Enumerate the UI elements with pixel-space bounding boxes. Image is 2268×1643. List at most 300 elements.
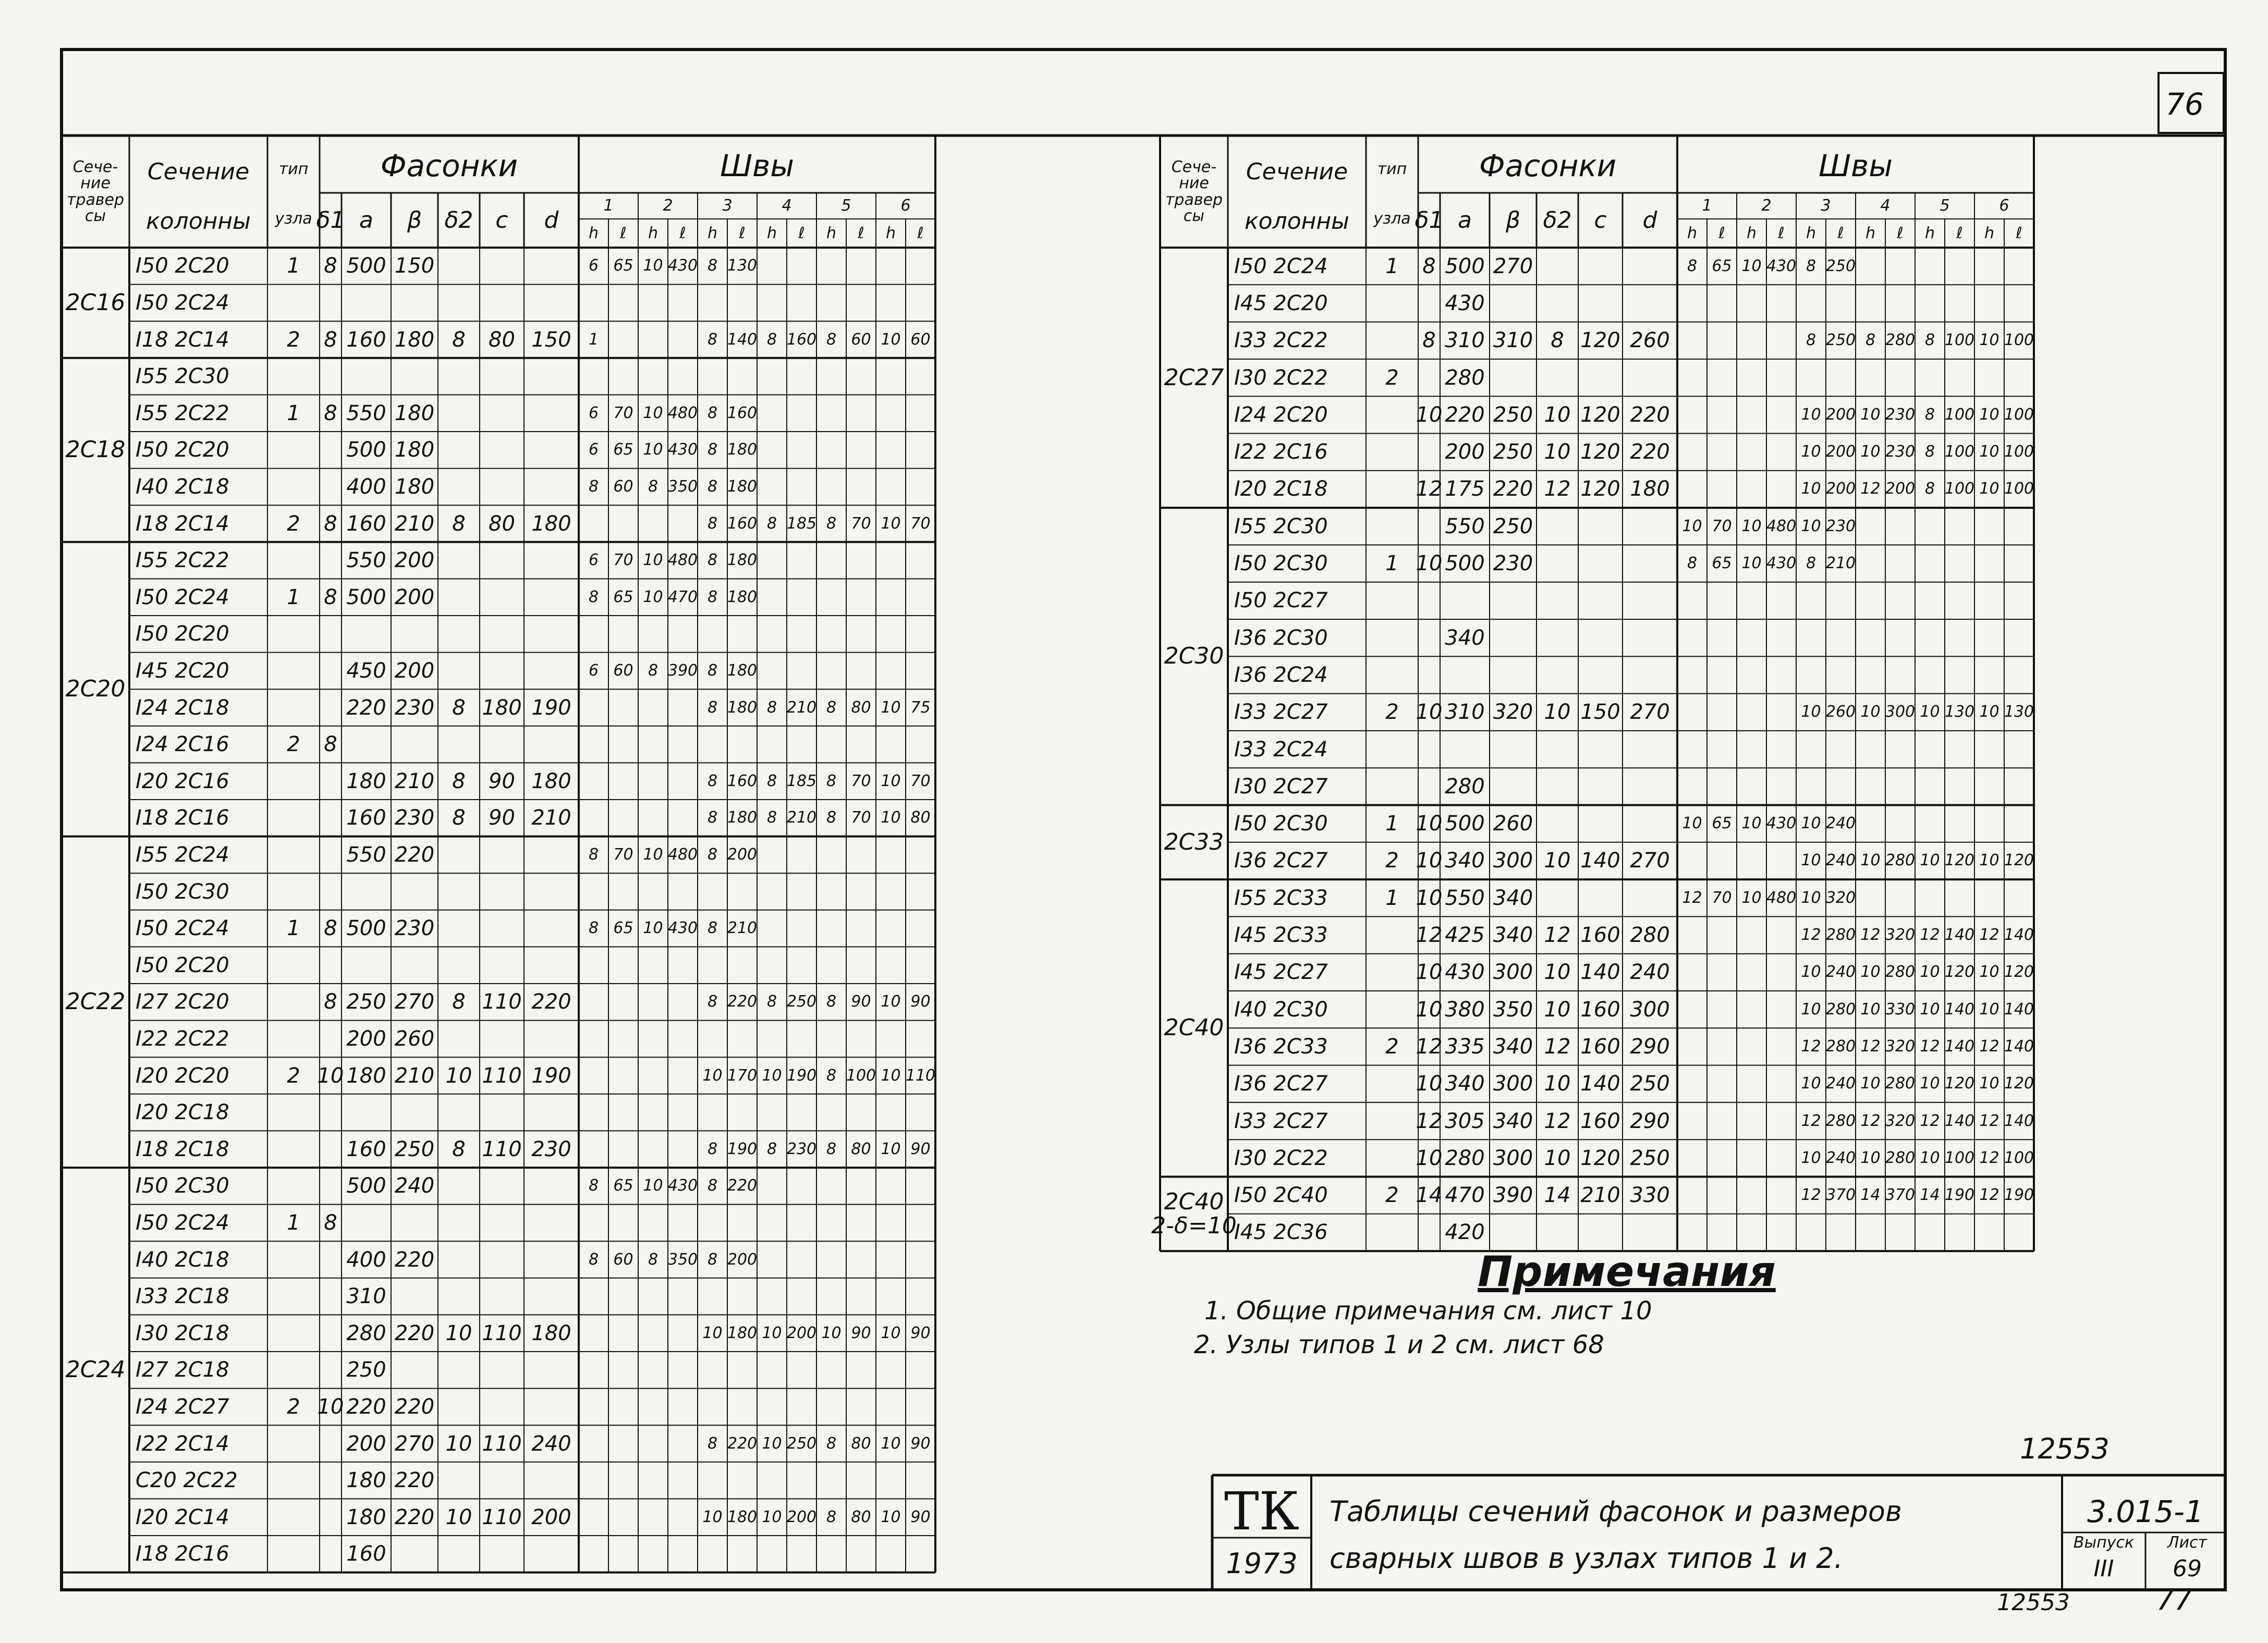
column-section-cell: I55 2С24: [136, 842, 229, 867]
weld-cell: 300: [1885, 703, 1916, 721]
gusset-cell: 210: [1580, 1183, 1620, 1208]
weld-cell: 10: [643, 919, 663, 938]
weld-cell: 120: [1944, 963, 1975, 982]
weld-cell: 8: [766, 771, 777, 790]
gusset-cell: 250: [1493, 402, 1533, 427]
header-welds: Швы: [720, 148, 794, 183]
column-section-cell: I55 2С22: [136, 401, 229, 425]
gusset-cell: 12: [1416, 1034, 1443, 1059]
weld-cell: 10: [1741, 814, 1762, 833]
weld-cell: 190: [2004, 1186, 2034, 1205]
gusset-cell: 150: [531, 327, 571, 352]
weld-cell: 8: [707, 771, 718, 790]
weld-cell: 10: [1860, 851, 1881, 870]
weld-cell: 180: [727, 661, 758, 680]
weld-cell: 160: [727, 514, 758, 533]
beam-section-cell: 2С40: [1164, 1014, 1224, 1041]
weld-cell: 170: [727, 1066, 758, 1085]
gusset-cell: 250: [1493, 440, 1533, 464]
weld-cell: 10: [1860, 1000, 1881, 1019]
gusset-cell: 150: [1580, 700, 1620, 725]
gusset-cell: 12: [1544, 1034, 1571, 1059]
header-beam-section: Сече- ние травер сы: [1165, 157, 1223, 225]
stamp-series: 3.015-1: [2087, 1494, 2204, 1529]
gusset-cell: 8: [324, 990, 337, 1014]
gusset-cell: 420: [1445, 1220, 1485, 1245]
weld-cell: 10: [1979, 480, 1999, 498]
weld-cell: 280: [1825, 1111, 1856, 1130]
weld-cell: 8: [826, 1066, 837, 1085]
header-weld-l: ℓ: [679, 224, 686, 242]
weld-cell: 8: [707, 992, 718, 1011]
gusset-cell: 8: [452, 769, 466, 793]
gusset-cell: 270: [1630, 700, 1670, 725]
weld-cell: 160: [786, 330, 817, 349]
weld-cell: 120: [2004, 1074, 2034, 1093]
header-gussets: Фасонки: [1479, 148, 1617, 183]
column-section-cell: I50 2С24: [136, 1210, 229, 1235]
header-weld-h: h: [766, 224, 777, 242]
gusset-cell: 260: [1493, 812, 1533, 836]
gusset-cell: 300: [1493, 960, 1533, 985]
weld-cell: 100: [1944, 405, 1975, 424]
gusset-cell: 8: [324, 327, 337, 352]
weld-cell: 8: [766, 808, 777, 827]
weld-cell: 80: [851, 698, 871, 717]
weld-cell: 10: [643, 587, 663, 606]
weld-cell: 10: [643, 1176, 663, 1195]
weld-cell: 130: [1944, 703, 1975, 721]
header-beam-section: Сече- ние травер сы: [66, 157, 125, 225]
gusset-cell: 340: [1445, 849, 1485, 873]
weld-cell: 12: [1979, 1111, 1999, 1130]
weld-cell: 60: [613, 1250, 633, 1269]
header-weld-group: 5: [841, 197, 851, 215]
column-section-cell: I50 2С27: [1234, 588, 1328, 613]
weld-cell: 430: [667, 919, 698, 938]
weld-cell: 280: [1825, 926, 1856, 945]
weld-cell: 100: [846, 1066, 876, 1085]
weld-cell: 140: [727, 330, 758, 349]
gusset-cell: 230: [394, 695, 435, 720]
header-gusset-col: β: [1505, 206, 1521, 234]
header-gusset-col: δ2: [1543, 206, 1572, 234]
gusset-cell: 230: [531, 1137, 571, 1161]
gusset-cell: 500: [346, 1174, 386, 1198]
weld-cell: 120: [1944, 1074, 1975, 1093]
gusset-cell: 10: [1416, 1146, 1443, 1170]
gusset-cell: 180: [531, 1321, 571, 1345]
gusset-cell: 220: [531, 990, 571, 1014]
gusset-cell: 220: [346, 1394, 386, 1419]
column-section-cell: I24 2С20: [1234, 402, 1328, 427]
weld-cell: 8: [707, 698, 718, 717]
weld-cell: 12: [1801, 1186, 1821, 1205]
gusset-cell: 10: [1544, 440, 1571, 464]
gusset-cell: 500: [346, 585, 386, 609]
gusset-cell: 120: [1580, 1146, 1620, 1170]
weld-cell: 10: [881, 992, 901, 1011]
header-weld-group: 6: [900, 197, 911, 215]
weld-cell: 60: [851, 330, 871, 349]
gusset-cell: 290: [1630, 1034, 1670, 1059]
column-section-cell: I50 2С30: [1234, 551, 1328, 576]
weld-cell: 260: [1825, 703, 1856, 721]
column-section-cell: I45 2С27: [1234, 960, 1328, 985]
weld-cell: 240: [1825, 851, 1856, 870]
header-weld-l: ℓ: [2016, 224, 2022, 242]
gusset-cell: 180: [346, 1468, 386, 1493]
weld-cell: 180: [727, 587, 758, 606]
weld-cell: 8: [766, 992, 777, 1011]
weld-cell: 240: [1825, 963, 1856, 982]
weld-cell: 480: [1766, 517, 1797, 535]
weld-cell: 180: [727, 698, 758, 717]
weld-cell: 160: [727, 771, 758, 790]
weld-cell: 10: [1860, 443, 1881, 461]
weld-cell: 10: [1801, 1148, 1821, 1167]
beam-section-cell: 2С27: [1164, 364, 1224, 391]
weld-cell: 90: [910, 1507, 931, 1526]
header-weld-h: h: [648, 224, 659, 242]
gusset-cell: 8: [1422, 328, 1436, 353]
weld-cell: 10: [881, 514, 901, 533]
weld-cell: 12: [1682, 888, 1702, 907]
weld-cell: 60: [613, 477, 633, 496]
gusset-cell: 220: [394, 1505, 435, 1529]
header-weld-l: ℓ: [917, 224, 924, 242]
gusset-cell: 8: [324, 732, 337, 757]
weld-cell: 180: [727, 477, 758, 496]
weld-cell: 10: [1860, 963, 1881, 982]
weld-cell: 10: [762, 1507, 782, 1526]
gusset-cell: 80: [489, 327, 515, 352]
column-section-cell: I20 2С18: [136, 1100, 229, 1125]
weld-cell: 350: [667, 1250, 698, 1269]
gusset-cell: 240: [531, 1431, 571, 1456]
column-section-cell: I18 2С14: [136, 327, 229, 352]
header-gusset-col: δ1: [316, 206, 345, 234]
header-weld-h: h: [826, 224, 837, 242]
weld-cell: 10: [881, 1507, 901, 1526]
weld-cell: 430: [667, 1176, 698, 1195]
gusset-cell: 210: [394, 511, 435, 536]
gusset-cell: 220: [1493, 477, 1533, 501]
weld-cell: 390: [667, 661, 698, 680]
weld-cell: 480: [667, 403, 698, 422]
column-section-cell: I55 2С30: [1234, 514, 1328, 538]
weld-cell: 65: [613, 1176, 633, 1195]
weld-cell: 10: [1741, 888, 1762, 907]
weld-cell: 280: [1885, 1074, 1916, 1093]
gusset-cell: 200: [394, 658, 435, 683]
gusset-cell: 550: [346, 401, 386, 425]
weld-cell: 6: [588, 403, 599, 422]
weld-cell: 12: [1979, 1186, 1999, 1205]
column-section-cell: I45 2С20: [1234, 291, 1328, 315]
gusset-cell: 120: [1580, 477, 1620, 501]
weld-cell: 480: [1766, 888, 1797, 907]
gusset-cell: 8: [1422, 254, 1436, 278]
weld-cell: 8: [1924, 331, 1935, 350]
weld-cell: 10: [643, 845, 663, 864]
weld-cell: 8: [1806, 554, 1816, 573]
gusset-cell: 12: [1544, 477, 1571, 501]
weld-cell: 8: [588, 587, 599, 606]
gusset-cell: 8: [324, 511, 337, 536]
gusset-cell: 160: [346, 511, 386, 536]
weld-cell: 10: [1801, 480, 1821, 498]
weld-cell: 8: [707, 330, 718, 349]
weld-cell: 8: [707, 919, 718, 938]
weld-cell: 8: [1924, 443, 1935, 461]
weld-cell: 60: [613, 661, 633, 680]
weld-cell: 8: [588, 477, 599, 496]
gusset-cell: 270: [1493, 254, 1533, 278]
weld-cell: 70: [613, 403, 633, 422]
gusset-cell: 280: [1445, 1146, 1485, 1170]
gusset-cell: 8: [1551, 328, 1564, 353]
gusset-cell: 300: [1493, 1072, 1533, 1096]
weld-cell: 6: [588, 256, 599, 275]
weld-cell: 8: [826, 771, 837, 790]
weld-cell: 12: [1979, 1037, 1999, 1056]
column-section-cell: I40 2С18: [136, 474, 229, 499]
gusset-cell: 180: [394, 474, 435, 499]
weld-cell: 80: [910, 808, 931, 827]
gusset-cell: 260: [394, 1026, 435, 1051]
header-weld-l: ℓ: [739, 224, 746, 242]
weld-cell: 120: [2004, 851, 2034, 870]
column-section-cell: I36 2С27: [1234, 849, 1328, 873]
weld-cell: 8: [648, 1250, 659, 1269]
column-section-cell: I24 2С27: [136, 1394, 229, 1419]
weld-cell: 8: [826, 514, 837, 533]
column-section-cell: I50 2С20: [136, 622, 229, 646]
header-weld-group: 5: [1940, 197, 1950, 215]
header-weld-group: 1: [1702, 197, 1712, 215]
weld-cell: 8: [707, 587, 718, 606]
gusset-cell: 175: [1445, 477, 1485, 501]
gusset-cell: 220: [394, 1321, 435, 1345]
gusset-cell: 12: [1544, 1109, 1571, 1133]
gusset-cell: 450: [346, 658, 386, 683]
weld-cell: 8: [766, 514, 777, 533]
header-weld-h: h: [1806, 224, 1816, 242]
weld-cell: 320: [1825, 888, 1856, 907]
gusset-cell: 500: [346, 438, 386, 462]
column-section-cell: I24 2С18: [136, 695, 229, 720]
weld-cell: 10: [881, 698, 901, 717]
weld-cell: 10: [1920, 963, 1940, 982]
header-weld-group: 2: [1761, 197, 1772, 215]
gusset-cell: 180: [346, 769, 386, 793]
weld-cell: 10: [1979, 331, 1999, 350]
header-weld-group: 1: [603, 197, 614, 215]
gusset-cell: 8: [452, 511, 466, 536]
column-section-cell: I50 2С24: [136, 916, 229, 941]
weld-cell: 8: [707, 514, 718, 533]
weld-cell: 10: [1920, 1148, 1940, 1167]
weld-cell: 10: [1860, 1148, 1881, 1167]
notes-title: Примечания: [1478, 1247, 1776, 1296]
weld-cell: 8: [707, 1434, 718, 1453]
weld-cell: 8: [1806, 331, 1816, 350]
weld-cell: 240: [1825, 814, 1856, 833]
column-section-cell: I33 2С18: [136, 1284, 229, 1309]
column-section-cell: I36 2С33: [1234, 1034, 1328, 1059]
weld-cell: 12: [1979, 1148, 1999, 1167]
node-type-cell: 1: [1385, 551, 1399, 576]
weld-cell: 8: [648, 661, 659, 680]
gusset-cell: 110: [482, 990, 522, 1014]
column-section-cell: I55 2С33: [1234, 886, 1328, 910]
weld-cell: 250: [786, 992, 817, 1011]
weld-cell: 10: [1920, 1000, 1940, 1019]
column-section-cell: I20 2С16: [136, 769, 229, 793]
weld-cell: 12: [1860, 926, 1881, 945]
weld-cell: 210: [1825, 554, 1856, 573]
weld-cell: 10: [1860, 405, 1881, 424]
column-section-cell: I50 2С30: [136, 879, 229, 904]
weld-cell: 70: [613, 551, 633, 570]
gusset-cell: 270: [394, 990, 435, 1014]
weld-cell: 10: [1801, 814, 1821, 833]
gusset-cell: 250: [1630, 1072, 1670, 1096]
header-weld-l: ℓ: [620, 224, 627, 242]
weld-cell: 12: [1920, 926, 1940, 945]
gusset-cell: 8: [324, 254, 337, 278]
weld-cell: 100: [2004, 1148, 2034, 1167]
gusset-cell: 340: [1493, 1034, 1533, 1059]
weld-cell: 12: [1920, 1037, 1940, 1056]
header-weld-l: ℓ: [1897, 224, 1904, 242]
weld-cell: 240: [1825, 1074, 1856, 1093]
weld-cell: 10: [702, 1507, 723, 1526]
column-section-cell: I18 2С16: [136, 1542, 229, 1566]
gusset-cell: 10: [1544, 1146, 1571, 1170]
column-section-cell: I40 2С30: [1234, 997, 1328, 1022]
weld-cell: 180: [727, 808, 758, 827]
weld-cell: 65: [613, 440, 633, 459]
gusset-cell: 340: [1493, 1109, 1533, 1133]
gusset-cell: 10: [317, 1394, 344, 1419]
weld-cell: 10: [762, 1066, 782, 1085]
gusset-cell: 10: [1416, 886, 1443, 910]
header-weld-l: ℓ: [1778, 224, 1785, 242]
gusset-cell: 8: [452, 695, 466, 720]
node-type-cell: 2: [1385, 849, 1399, 873]
page-number: 76: [2165, 87, 2204, 122]
gusset-cell: 8: [452, 1137, 466, 1161]
column-section-cell: I18 2С14: [136, 511, 229, 536]
gusset-cell: 120: [1580, 440, 1620, 464]
weld-cell: 140: [1944, 926, 1975, 945]
gusset-cell: 180: [531, 511, 571, 536]
node-type-cell: 1: [1385, 886, 1399, 910]
column-section-cell: I50 2С24: [136, 585, 229, 609]
weld-cell: 210: [786, 808, 817, 827]
header-node-type: узла: [1373, 210, 1411, 228]
weld-cell: 350: [667, 477, 698, 496]
weld-cell: 70: [1712, 517, 1732, 535]
weld-cell: 100: [2004, 480, 2034, 498]
column-section-cell: I30 2С22: [1234, 365, 1328, 390]
weld-cell: 10: [1979, 851, 1999, 870]
column-section-cell: I33 2С24: [1234, 737, 1328, 762]
weld-cell: 200: [727, 1250, 758, 1269]
gusset-cell: 300: [1493, 849, 1533, 873]
weld-cell: 480: [667, 845, 698, 864]
weld-cell: 140: [2004, 926, 2034, 945]
weld-cell: 10: [643, 256, 663, 275]
gusset-cell: 190: [531, 1063, 571, 1088]
gusset-cell: 180: [346, 1505, 386, 1529]
gusset-cell: 250: [1630, 1146, 1670, 1170]
column-section-cell: I33 2С27: [1234, 700, 1328, 725]
column-section-cell: I30 2С27: [1234, 774, 1328, 799]
column-section-cell: I45 2С33: [1234, 923, 1328, 948]
weld-cell: 210: [727, 919, 758, 938]
gusset-cell: 10: [1416, 849, 1443, 873]
weld-cell: 370: [1885, 1186, 1916, 1205]
weld-cell: 10: [1682, 814, 1702, 833]
gusset-cell: 340: [1445, 626, 1485, 650]
gusset-cell: 10: [1544, 997, 1571, 1022]
column-section-cell: I36 2С24: [1234, 663, 1328, 687]
gusset-cell: 10: [445, 1505, 472, 1529]
column-section-cell: I20 2С18: [1234, 477, 1328, 501]
header-weld-l: ℓ: [798, 224, 805, 242]
gusset-cell: 280: [1630, 923, 1670, 948]
weld-cell: 80: [851, 1507, 871, 1526]
gusset-cell: 210: [531, 806, 571, 830]
gusset-cell: 210: [394, 1063, 435, 1088]
weld-cell: 240: [1825, 1148, 1856, 1167]
gusset-cell: 310: [1493, 328, 1533, 353]
weld-cell: 320: [1885, 926, 1916, 945]
header-column-section: колонны: [1245, 208, 1349, 235]
gusset-cell: 550: [1445, 886, 1485, 910]
weld-cell: 10: [881, 1434, 901, 1453]
weld-cell: 70: [851, 514, 871, 533]
gusset-cell: 110: [482, 1137, 522, 1161]
weld-cell: 8: [1806, 256, 1816, 275]
header-gusset-col: d: [544, 206, 559, 234]
gusset-cell: 80: [489, 511, 515, 536]
gusset-cell: 150: [394, 254, 435, 278]
column-section-cell: I18 2С16: [136, 806, 229, 830]
weld-cell: 10: [1801, 888, 1821, 907]
weld-cell: 70: [851, 771, 871, 790]
gusset-cell: 10: [317, 1063, 344, 1088]
weld-cell: 8: [826, 992, 837, 1011]
weld-cell: 65: [613, 587, 633, 606]
gusset-cell: 8: [452, 990, 466, 1014]
gusset-cell: 8: [452, 327, 466, 352]
weld-cell: 430: [1766, 554, 1797, 573]
header-column-section: Сечение: [1246, 158, 1348, 185]
gusset-cell: 230: [1493, 551, 1533, 576]
gusset-cell: 200: [346, 1431, 386, 1456]
node-type-cell: 1: [287, 916, 300, 941]
header-node-type: тип: [278, 160, 309, 178]
weld-cell: 10: [1741, 554, 1762, 573]
weld-cell: 10: [1682, 517, 1702, 535]
weld-cell: 8: [648, 477, 659, 496]
weld-cell: 430: [667, 440, 698, 459]
gusset-cell: 160: [346, 1542, 386, 1566]
